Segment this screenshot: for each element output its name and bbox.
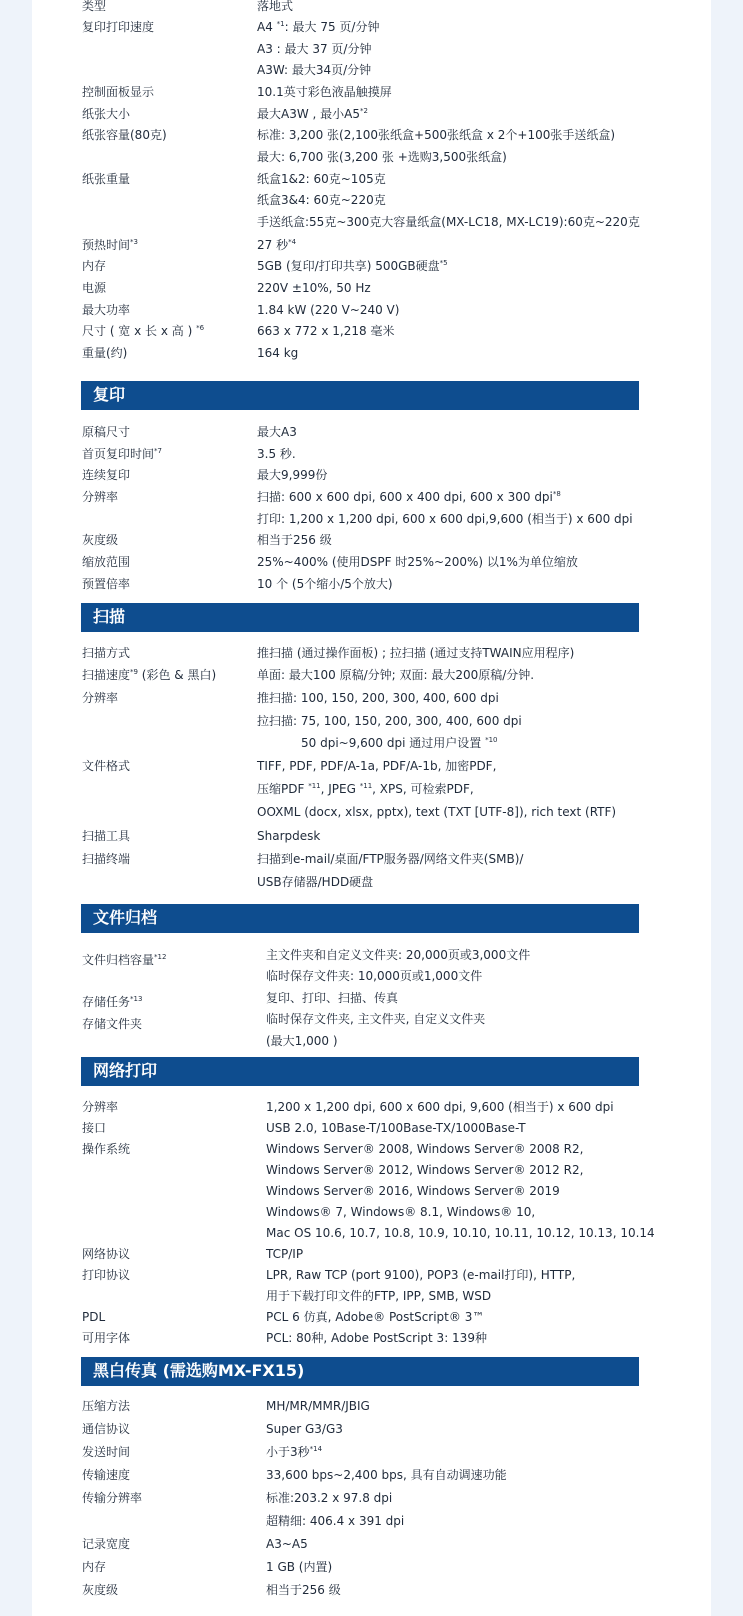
spec-label: 预热时间$^{*3}$ bbox=[82, 238, 138, 252]
spec-label: 最大功率 bbox=[82, 303, 131, 317]
spec-value: 663 x 772 x 1,218 毫米 bbox=[257, 324, 395, 338]
spec-value: 小于3秒$^{*14}$ bbox=[266, 1445, 323, 1459]
spec-label: 分辨率 bbox=[82, 490, 119, 504]
spec-label: 压缩方法 bbox=[82, 1399, 131, 1413]
spec-value: 推扫描: 100, 150, 200, 300, 400, 600 dpi bbox=[257, 691, 499, 705]
spec-label: 可用字体 bbox=[82, 1331, 131, 1345]
spec-value: 50 dpi~9,600 dpi 通过用户设置 $^{*10}$ bbox=[301, 736, 498, 750]
spec-value: A4 $^{*1}$: 最大 75 页/分钟 bbox=[257, 20, 380, 34]
spec-label: 重量(约) bbox=[82, 346, 128, 360]
spec-value: 拉扫描: 75, 100, 150, 200, 300, 400, 600 dpi bbox=[257, 714, 522, 728]
spec-value: Windows® 7, Windows® 8.1, Windows® 10, bbox=[266, 1205, 536, 1219]
spec-label: 纸张容量(80克) bbox=[82, 128, 167, 142]
spec-value: 纸盒1&2: 60克~105克 bbox=[257, 172, 386, 186]
spec-value: 164 kg bbox=[257, 346, 299, 360]
spec-label: 操作系统 bbox=[82, 1142, 131, 1156]
spec-value: 用于下载打印文件的FTP, IPP, SMB, WSD bbox=[266, 1289, 492, 1303]
spec-value: 临时保存文件夹: 10,000页或1,000文件 bbox=[266, 969, 483, 983]
spec-value: 最大A3 bbox=[257, 425, 297, 439]
section-header-scan: 扫描 bbox=[81, 603, 639, 632]
spec-value: A3~A5 bbox=[266, 1537, 308, 1551]
spec-label: 内存 bbox=[82, 1560, 107, 1574]
spec-value: 标准: 3,200 张(2,100张纸盒+500张纸盒 x 2个+100张手送纸盒) bbox=[257, 128, 616, 142]
spec-value: 压缩PDF $^{*11}$, JPEG $^{*11}$, XPS, 可检索PDF, bbox=[257, 782, 474, 796]
spec-value: USB存储器/HDD硬盘 bbox=[257, 875, 374, 889]
spec-label: 原稿尺寸 bbox=[82, 425, 131, 439]
spec-label: 扫描终端 bbox=[82, 852, 131, 866]
spec-value: 单面: 最大100 原稿/分钟; 双面: 最大200原稿/分钟. bbox=[257, 668, 535, 682]
section-header-network: 网络打印 bbox=[81, 1057, 639, 1086]
spec-label: PDL bbox=[82, 1310, 106, 1324]
spec-value: 标准:203.2 x 97.8 dpi bbox=[266, 1491, 393, 1505]
spec-value: 临时保存文件夹, 主文件夹, 自定义文件夹 bbox=[266, 1012, 486, 1026]
spec-value: 扫描到e-mail/桌面/FTP服务器/网络文件夹(SMB)/ bbox=[257, 852, 524, 866]
spec-label: 电源 bbox=[82, 281, 107, 295]
spec-label: 纸张大小 bbox=[82, 107, 131, 121]
spec-value: A3 : 最大 37 页/分钟 bbox=[257, 42, 372, 56]
spec-value: 3.5 秒. bbox=[257, 447, 296, 461]
spec-value: A3W: 最大34页/分钟 bbox=[257, 63, 372, 77]
spec-label: 尺寸 ( 宽 x 长 x 高 ) $^{*6}$ bbox=[82, 324, 205, 338]
spec-label: 通信协议 bbox=[82, 1422, 131, 1436]
spec-value: 打印: 1,200 x 1,200 dpi, 600 x 600 dpi,9,600 (相当于) x 600 dpi bbox=[257, 512, 633, 526]
spec-value: 10 个 (5个缩小/5个放大) bbox=[257, 577, 393, 591]
spec-value: 1 GB (内置) bbox=[266, 1560, 333, 1574]
spec-label: 扫描速度$^{*9}$ (彩色 & 黑白) bbox=[82, 668, 217, 682]
spec-label: 打印协议 bbox=[82, 1268, 131, 1282]
spec-value: 相当于256 级 bbox=[257, 533, 332, 547]
spec-value: 5GB (复印/打印共享) 500GB硬盘$^{*5}$ bbox=[257, 259, 448, 273]
spec-value: PCL: 80种, Adobe PostScript 3: 139种 bbox=[266, 1331, 487, 1345]
spec-value: LPR, Raw TCP (port 9100), POP3 (e-mail打印), HTTP, bbox=[266, 1268, 576, 1282]
spec-value: 220V ±10%, 50 Hz bbox=[257, 281, 371, 295]
spec-value: 相当于256 级 bbox=[266, 1583, 341, 1597]
spec-value: TCP/IP bbox=[266, 1247, 304, 1261]
spec-label: 首页复印时间$^{*7}$ bbox=[82, 447, 162, 461]
spec-value: 25%~400% (使用DSPF 时25%~200%) 以1%为单位缩放 bbox=[257, 555, 578, 569]
spec-label: 扫描工具 bbox=[82, 829, 131, 843]
spec-label: 存储文件夹 bbox=[82, 1017, 143, 1031]
spec-value: PCL 6 仿真, Adobe® PostScript® 3™ bbox=[266, 1310, 485, 1324]
spec-label: 缩放范围 bbox=[82, 555, 131, 569]
spec-value: Windows Server® 2012, Windows Server® 2012 R2, bbox=[266, 1163, 584, 1177]
spec-value: 复印、打印、扫描、传真 bbox=[266, 991, 399, 1005]
spec-value: Windows Server® 2016, Windows Server® 2019 bbox=[266, 1184, 560, 1198]
section-header-fax: 黑白传真 (需选购MX-FX15) bbox=[81, 1357, 639, 1386]
spec-value: 主文件夹和自定义文件夹: 20,000页或3,000文件 bbox=[266, 948, 531, 962]
spec-value: 最大: 6,700 张(3,200 张 +选购3,500张纸盒) bbox=[257, 150, 507, 164]
spec-label: 复印打印速度 bbox=[82, 20, 155, 34]
spec-value: 最大A3W , 最小A5$^{*2}$ bbox=[257, 107, 368, 121]
spec-label: 传输速度 bbox=[82, 1468, 131, 1482]
spec-label: 灰度级 bbox=[82, 1583, 119, 1597]
spec-value: 10.1英寸彩色液晶触摸屏 bbox=[257, 85, 392, 99]
spec-value: 最大9,999份 bbox=[257, 468, 328, 482]
spec-label: 分辨率 bbox=[82, 1100, 119, 1114]
spec-label: 纸张重量 bbox=[82, 172, 131, 186]
spec-label: 网络协议 bbox=[82, 1247, 131, 1261]
spec-label: 内存 bbox=[82, 259, 107, 273]
spec-label: 文件格式 bbox=[82, 759, 131, 773]
spec-value: 推扫描 (通过操作面板) ; 拉扫描 (通过支持TWAIN应用程序) bbox=[257, 646, 575, 660]
spec-value: Super G3/G3 bbox=[266, 1422, 343, 1436]
spec-value: 纸盒3&4: 60克~220克 bbox=[257, 193, 386, 207]
section-header-filing: 文件归档 bbox=[81, 904, 639, 933]
spec-value: 落地式 bbox=[257, 0, 294, 13]
spec-label: 接口 bbox=[82, 1121, 107, 1135]
section-header-copy: 复印 bbox=[81, 381, 639, 410]
spec-label: 扫描方式 bbox=[82, 646, 131, 660]
spec-value: 扫描: 600 x 600 dpi, 600 x 400 dpi, 600 x 300 dpi$^{*8}$ bbox=[257, 490, 561, 504]
spec-label: 预置倍率 bbox=[82, 577, 131, 591]
spec-value: 33,600 bps~2,400 bps, 具有自动调速功能 bbox=[266, 1468, 507, 1482]
spec-label: 传输分辨率 bbox=[82, 1491, 143, 1505]
spec-label: 发送时间 bbox=[82, 1445, 131, 1459]
spec-label: 连续复印 bbox=[82, 468, 131, 482]
spec-label: 控制面板显示 bbox=[82, 85, 155, 99]
spec-value: (最大1,000 ) bbox=[266, 1034, 338, 1048]
spec-label: 文件归档容量$^{*12}$ bbox=[82, 953, 167, 967]
spec-label: 类型 bbox=[82, 0, 107, 13]
spec-value: 手送纸盒:55克~300克大容量纸盒(MX-LC18, MX-LC19):60克~220克 bbox=[257, 215, 640, 229]
spec-value: OOXML (docx, xlsx, pptx), text (TXT [UTF-8]), rich text (RTF) bbox=[257, 805, 617, 819]
spec-value: 1.84 kW (220 V~240 V) bbox=[257, 303, 400, 317]
spec-value: 超精细: 406.4 x 391 dpi bbox=[266, 1514, 405, 1528]
spec-value: 1,200 x 1,200 dpi, 600 x 600 dpi, 9,600 (相当于) x 600 dpi bbox=[266, 1100, 614, 1114]
spec-label: 记录宽度 bbox=[82, 1537, 131, 1551]
spec-value: USB 2.0, 10Base-T/100Base-TX/1000Base-T bbox=[266, 1121, 526, 1135]
spec-value: MH/MR/MMR/JBIG bbox=[266, 1399, 370, 1413]
spec-label: 分辨率 bbox=[82, 691, 119, 705]
spec-label: 存储任务$^{*13}$ bbox=[82, 995, 143, 1009]
spec-label: 灰度级 bbox=[82, 533, 119, 547]
spec-value: Mac OS 10.6, 10.7, 10.8, 10.9, 10.10, 10.11, 10.12, 10.13, 10.14 bbox=[266, 1226, 655, 1240]
spec-value: 27 秒$^{*4}$ bbox=[257, 238, 297, 252]
spec-value: Sharpdesk bbox=[257, 829, 321, 843]
spec-value: Windows Server® 2008, Windows Server® 2008 R2, bbox=[266, 1142, 584, 1156]
spec-value: TIFF, PDF, PDF/A-1a, PDF/A-1b, 加密PDF, bbox=[257, 759, 497, 773]
